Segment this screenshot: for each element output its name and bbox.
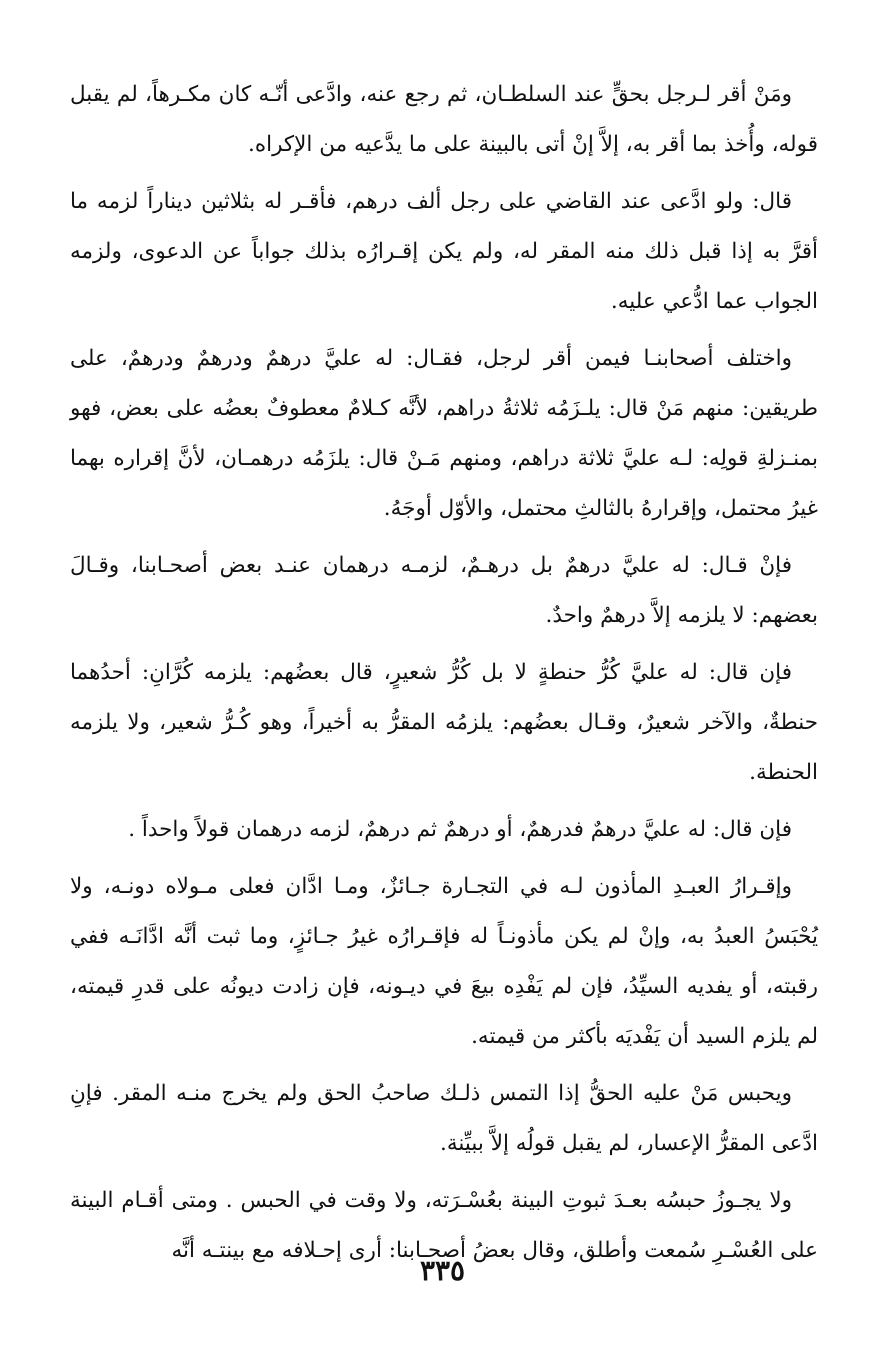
paragraph-1: ومَنْ أقر لـرجل بحقٍّ عند السلطـان، ثم رجع عنه، وادَّعى أنّـه كان مكـرهاً، لم يقبل قوله، وأُخذ بما أقر به، إلاَّ إنْ أتى بالبينة على ما يدَّعيه من الإكراه. [70,82,818,157]
paragraph-6: فإن قال: له عليَّ درهمٌ فدرهمٌ، أو درهمٌ ثم درهمٌ، لزمه درهمان قولاً واحداً . [128,817,792,842]
page-body [70,70,818,1283]
page-number: ٣٣٥ [419,1254,466,1287]
paragraph-3: واختلف أصحابنـا فيمن أقر لرجل، فقـال: له عليَّ درهمٌ ودرهمٌ ودرهمٌ، على طريقين: منهم مَنْ قال: يلـزَمُه ثلاثةُ دراهم، لأنَّه كـلامٌ معطوفٌ بعضُه على بعض، فهو بمنـزلةِ قولِه: لـه عليَّ ثلاثة دراهم، ومنهم مَـنْ قال: يلزَمُه درهمـان، لأنَّ إقراره بهما غيرُ محتمل، وإقرارهُ بالثالثِ محتمل، والأوّل أوجَهُ. [70,346,818,521]
paragraph-4: فإنْ قـال: له عليَّ درهمٌ بل درهـمٌ، لزمـه درهمان عنـد بعض أصحـابنا، وقـالَ بعضهم: لا يلزمه إلاَّ درهمٌ واحدٌ. [70,553,818,628]
paragraph-2: قال: ولو ادَّعى عند القاضي على رجل ألف درهم، فأقـر له بثلاثين ديناراً لزمه ما أقرَّ به إذا قبل ذلك منه المقر له، ولم يكن إقـرارُه بذلك جواباً عن الدعوى، ولزمه الجواب عما ادُّعي عليه. [70,189,818,314]
paragraph-9: ولا يجـوزُ حبسُه بعـدَ ثبوتِ البينة بعُسْـرَته، ولا وقت في الحبس . ومتى أقـام البينة على العُسْـرِ سُمعت وأطلق، وقال بعضُ أصحـابنا: أرى إحـلافه مع بينتـه أنَّه [70,1188,818,1263]
paragraph-8: ويحبس مَنْ عليه الحقُّ إذا التمس ذلـك صاحبُ الحق ولم يخرج منـه المقر. فإنِ ادَّعى المقرُّ الإعسار، لم يقبل قولُه إلاَّ ببيِّنة. [70,1081,818,1156]
paragraph-7: وإقـرارُ العبـدِ المأذون لـه في التجـارة جـائزٌ، ومـا ادَّان فعلى مـولاه دونـه، ولا يُحْبَسُ العبدُ به، وإنْ لم يكن مأذونـاً له فإقـرارُه غيرُ جـائزٍ، وما ثبت أنَّه ادَّانَـه ففي رقبته، أو يفديه السيِّدُ، فإن لم يَفْدِه بيعَ في ديـونه، فإن زادت ديونُه على قدرِ قيمته، لم يلزم السيد أن يَفْديَه بأكثر من قيمته. [70,874,818,1049]
paragraph-5: فإن قال: له عليَّ كُرُّ حنطةٍ لا بل كُرُّ شعيرٍ، قال بعضُهم: يلزمه كُرَّانِ: أحدُهما حنطةٌ، والآخر شعيرٌ، وقـال بعضُهم: يلزمُه المقرُّ به أخيراً، وهو كُـرُّ شعير، ولا يلزمه الحنطة. [70,660,818,785]
